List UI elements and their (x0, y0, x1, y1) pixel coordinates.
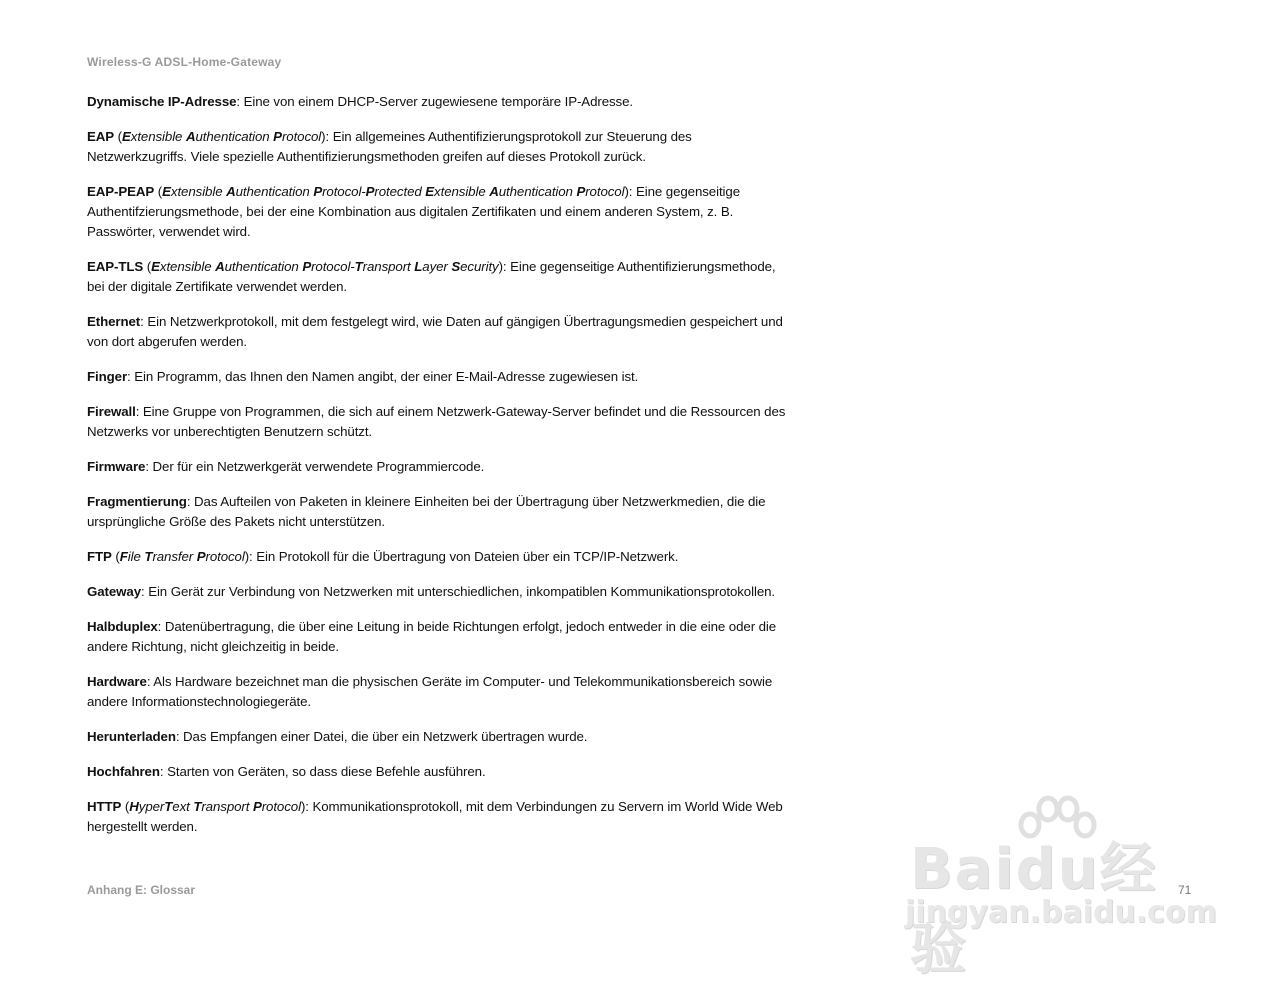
glossary-definition: ): Eine gegenseitige Authentifizierungsmethode, bei der digitale Zertifikate verwendet werden. (87, 259, 776, 294)
glossary-definition: : Eine von einem DHCP-Server zugewiesene temporäre IP-Adresse. (236, 94, 633, 109)
baidu-watermark (905, 795, 1217, 982)
glossary-definition: : Eine Gruppe von Programmen, die sich auf einem Netzwerk-Gateway-Server befindet und die Ressourcen des Netzwerks vor unberechtigten Benutzern schützt. (87, 404, 786, 439)
term-expansion: uthentication (195, 129, 274, 144)
glossary-definition: ( (143, 259, 152, 274)
glossary-definition: : Datenübertragung, die über eine Leitung in beide Richtungen erfolgt, jedoch entweder in die eine oder die andere Richtung, nicht gleichzeitig in beide. (87, 619, 777, 654)
glossary-entry (87, 492, 792, 532)
glossary-definition: : Als Hardware bezeichnet man die physischen Geräte im Computer- und Telekommunikationsbereich sowie andere Informationstechnologiegeräte. (87, 674, 773, 709)
term-expansion: rotocol- (322, 184, 366, 199)
document-header: Wireless-G ADSL-Home-Gateway (87, 55, 282, 69)
glossary-term: Fragmentierung (87, 494, 187, 509)
glossary-entry (87, 182, 792, 242)
glossary-definition: ): Eine gegenseitige Authentifzierungsmethode, bei der eine Kombination aus digitalen Zertifikaten und einem anderen System, z. B. Passwörter, verwendet wird. (87, 184, 740, 239)
glossary-entry (87, 457, 792, 477)
glossary-term: EAP (87, 129, 115, 144)
acronym-letter: E (162, 184, 171, 199)
acronym-letter: T (354, 259, 363, 274)
glossary-entry (87, 617, 792, 657)
glossary-term: EAP-PEAP (87, 184, 155, 199)
term-expansion: rotocol (261, 799, 301, 814)
acronym-letter: E (425, 184, 435, 199)
acronym-letter: T (193, 799, 202, 814)
glossary-term: Firmware (87, 459, 146, 474)
term-expansion: rotocol (281, 129, 322, 144)
glossary-definition: ( (121, 799, 130, 814)
glossary-entry (87, 257, 792, 297)
acronym-letter: A (215, 259, 225, 274)
glossary-definition: ): Ein Protokoll für die Übertragung von Dateien über ein TCP/IP-Netzwerk. (244, 549, 679, 564)
glossary-entry (87, 367, 792, 387)
acronym-letter: P (273, 129, 282, 144)
acronym-letter: P (576, 184, 586, 199)
term-expansion: rotocol- (311, 259, 355, 274)
acronym-letter: P (313, 184, 323, 199)
acronym-letter: T (164, 799, 173, 814)
acronym-letter: F (119, 549, 128, 564)
glossary-entry (87, 92, 792, 112)
term-expansion: xtensible (434, 184, 490, 199)
acronym-letter: S (451, 259, 461, 274)
term-expansion: xtensible (159, 259, 216, 274)
acronym-letter: A (226, 184, 236, 199)
glossary-term: Finger (87, 369, 128, 384)
page-number: 71 (1178, 883, 1192, 897)
watermark-url: jingyan.baidu.com (905, 895, 1217, 930)
term-expansion: ecurity (460, 259, 499, 274)
term-expansion: uthentication (235, 184, 314, 199)
acronym-letter: L (414, 259, 423, 274)
acronym-letter: E (151, 259, 160, 274)
glossary-term: FTP (87, 549, 112, 564)
glossary-entry (87, 727, 792, 747)
glossary-definition: ( (154, 184, 163, 199)
glossary-definition: : Das Empfangen einer Datei, die über ein Netzwerk übertragen wurde. (175, 729, 588, 744)
footer-section-title: Anhang E: Glossar (87, 883, 196, 897)
glossary-term: Ethernet (87, 314, 141, 329)
glossary-entry (87, 672, 792, 712)
term-expansion: yper (138, 799, 165, 814)
term-expansion: ayer (422, 259, 452, 274)
glossary-term: Hardware (87, 674, 147, 689)
glossary-entry (87, 797, 792, 837)
term-expansion: xtensible (130, 129, 186, 144)
glossary-term: Hochfahren (87, 764, 160, 779)
glossary-definition: : Ein Gerät zur Verbindung von Netzwerken mit unterschiedlichen, inkompatiblen Kommunikationsprotokollen. (141, 584, 775, 599)
glossary-content (87, 92, 792, 852)
term-expansion: uthentication (498, 184, 577, 199)
acronym-letter: P (252, 799, 262, 814)
acronym-letter: P (302, 259, 312, 274)
acronym-letter: P (365, 184, 375, 199)
glossary-entry (87, 402, 792, 442)
glossary-definition: ): Kommunikationsprotokoll, mit dem Verbindungen zu Servern im World Wide Web hergestellt werden. (87, 799, 783, 834)
acronym-letter: P (196, 549, 206, 564)
glossary-term: Dynamische IP-Adresse (87, 94, 237, 109)
glossary-definition: ( (114, 129, 122, 144)
glossary-term: EAP-TLS (87, 259, 144, 274)
glossary-definition: : Ein Netzwerkprotokoll, mit dem festgelegt wird, wie Daten auf gängigen Übertragungsmedien gespeichert und von dort abgerufen werden. (87, 314, 783, 349)
glossary-definition: : Starten von Geräten, so dass diese Befehle ausführen. (159, 764, 486, 779)
glossary-entry (87, 312, 792, 352)
glossary-term: Halbduplex (87, 619, 158, 634)
glossary-entry (87, 762, 792, 782)
glossary-definition: : Ein Programm, das Ihnen den Namen angibt, der einer E-Mail-Adresse zugewiesen ist. (127, 369, 639, 384)
glossary-entry (87, 127, 792, 167)
term-expansion: ransfer (152, 549, 197, 564)
term-expansion: ext (172, 799, 194, 814)
glossary-definition: ): Ein allgemeines Authentifizierungsprotokoll zur Steuerung des Netzwerkzugriffs. Viele spezielle Authentifizierungsmethoden greifen auf dieses Protokoll zurück. (87, 129, 692, 164)
glossary-term: Gateway (87, 584, 141, 599)
glossary-entry (87, 547, 792, 567)
term-expansion: rotocol (205, 549, 245, 564)
acronym-letter: T (144, 549, 153, 564)
glossary-definition: : Das Aufteilen von Paketen in kleinere Einheiten bei der Übertragung über Netzwerkmedien, die die ursprüngliche Größe des Pakets nicht unterstützen. (87, 494, 766, 529)
term-expansion: rotected (374, 184, 426, 199)
glossary-term: Firewall (87, 404, 136, 419)
glossary-definition: ( (111, 549, 120, 564)
term-expansion: rotocol (585, 184, 625, 199)
acronym-letter: A (489, 184, 499, 199)
glossary-term: Herunterladen (87, 729, 176, 744)
term-expansion: ransport (362, 259, 415, 274)
term-expansion: xtensible (170, 184, 227, 199)
acronym-letter: H (129, 799, 139, 814)
acronym-letter: E (121, 129, 131, 144)
glossary-entry (87, 582, 792, 602)
glossary-definition: : Der für ein Netzwerkgerät verwendete Programmiercode. (145, 459, 485, 474)
acronym-letter: A (185, 129, 196, 144)
term-expansion: ransport (201, 799, 253, 814)
watermark-logo: Baidu经验 (910, 837, 1158, 982)
term-expansion: ile (127, 549, 145, 564)
glossary-term: HTTP (87, 799, 122, 814)
term-expansion: uthentication (224, 259, 303, 274)
